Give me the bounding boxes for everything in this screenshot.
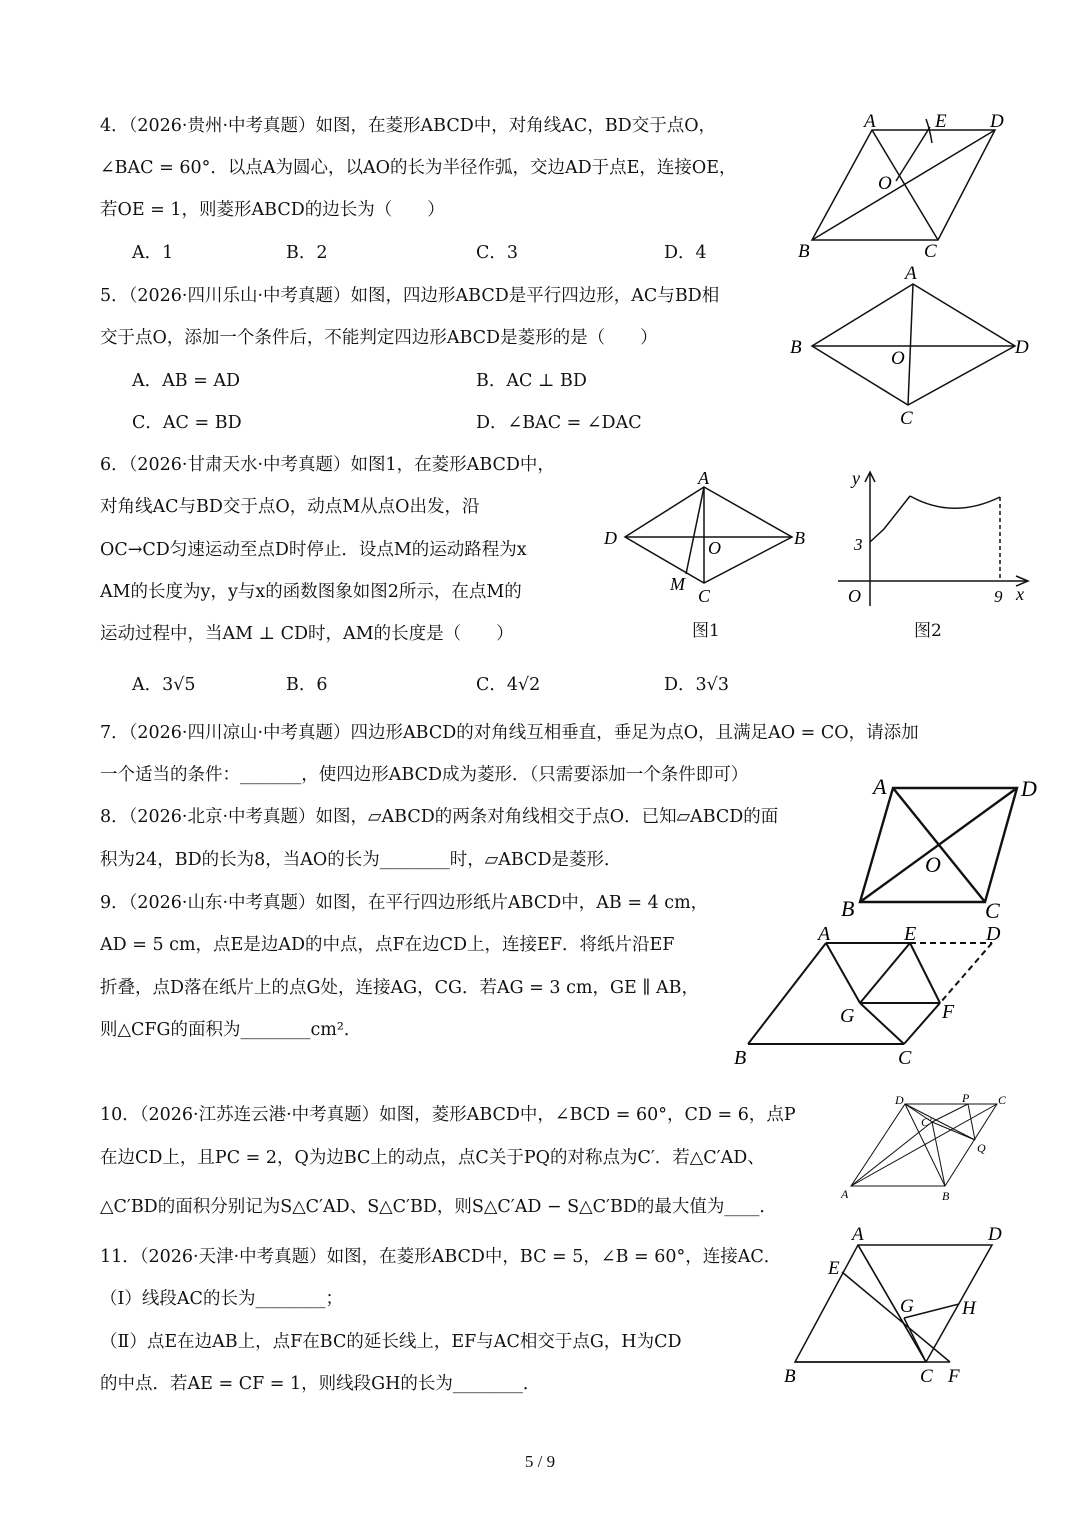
q6-line-3: OC→CD匀速运动至点D时停止．设点M的运动路程为x [100,540,527,560]
q8-figure [835,770,1055,925]
q6-figure-1 [598,462,818,612]
q10-line-1: 10．（2026·江苏连云港·中考真题）如图，菱形ABCD中，∠BCD = 60°，CD = 6，点P [100,1105,796,1125]
q7-line-2: 一个适当的条件：_______，使四边形ABCD成为菱形．（只需要添加一个条件即可） [100,765,749,785]
q10-label-p: P [962,1091,970,1105]
q11-label-f: F [948,1366,960,1387]
q4-line-3: 若OE = 1，则菱形ABCD的边长为（ ） [100,200,445,220]
q4-line-2: ∠BAC = 60°．以点A为圆心，以AO的长为半径作弧，交边AD于点E，连接OE， [100,158,737,178]
q4-option-d: D．4 [664,243,707,263]
q6-fig2-caption: 图2 [914,621,942,641]
q6-fig2-label-y: y [852,468,860,488]
q9-line-2: AD = 5 cm，点E是边AD的中点，点F在边CD上，连接EF．将纸片沿EF [100,935,675,955]
q4-label-e: E [935,111,947,132]
q8-label-d: D [1021,776,1037,801]
q8-line-1: 8．（2026·北京·中考真题）如图，▱ABCD的两条对角线相交于点O．已知▱ABCD的面 [100,807,779,827]
q6-option-d: D．3√3 [664,675,729,695]
q10-label-c: C [998,1093,1007,1107]
q9-figure [730,918,1030,1070]
q11-label-g: G [900,1296,914,1317]
q4-label-c: C [924,241,937,262]
q6-line-1: 6．（2026·甘肃天水·中考真题）如图1，在菱形ABCD中， [100,455,555,475]
q4-figure [790,105,1030,265]
q9-line-4: 则△CFG的面积为________cm²． [100,1020,362,1040]
q9-line-3: 折叠，点D落在纸片上的点G处，连接AG，CG．若AG = 3 cm，GE ∥ AB， [100,978,699,998]
q9-line-1: 9．（2026·山东·中考真题）如图，在平行四边形纸片ABCD中，AB = 4 cm， [100,893,709,913]
q8-label-b: B [841,896,855,921]
q6-fig2-tick-3: 3 [854,535,863,554]
q11-line-3: （Ⅱ）点E在边AB上，点F在BC的延长线上，EF与AC相交于点G，H为CD [100,1332,682,1352]
q9-label-f: F [942,1001,955,1023]
q5-option-b: B．AC ⊥ BD [476,371,587,391]
q6-fig1-label-c: C [698,586,711,606]
q6-option-c: C．4√2 [476,675,541,695]
q5-option-a: A．AB = AD [132,371,241,391]
q5-label-o: O [891,348,905,369]
q8-line-2: 积为24，BD的长为8，当AO的长为________时，▱ABCD是菱形． [100,850,622,870]
q5-label-c: C [900,408,913,429]
q5-option-d: D．∠BAC = ∠DAC [476,413,642,433]
q11-label-a: A [852,1224,864,1245]
q11-line-4: 的中点．若AE = CF = 1，则线段GH的长为________． [100,1374,541,1394]
q11-label-b: B [784,1366,796,1387]
q4-line-1: 4．（2026·贵州·中考真题）如图，在菱形ABCD中，对角线AC，BD交于点O， [100,116,717,136]
q5-option-c: C．AC = BD [132,413,242,433]
q9-label-e: E [904,923,917,945]
q10-label-q: Q [977,1141,986,1155]
q8-label-c: C [985,898,1000,923]
q4-label-o: O [878,173,892,194]
q11-label-h: H [962,1298,976,1319]
q10-figure [835,1090,1040,1208]
q5-label-a: A [905,263,917,284]
q6-fig1-caption: 图1 [692,621,720,641]
q10-line-3: △C′BD的面积分别记为S△C′AD、S△C′BD，则S△C′AD − S△C′BD的最大值为____． [100,1197,777,1217]
q6-line-5: 运动过程中，当AM ⊥ CD时，AM的长度是（ ） [100,624,514,644]
q4-label-a: A [864,111,876,132]
q9-label-d: D [986,923,1001,945]
q6-figure-2 [838,462,1038,612]
q4-label-d: D [990,111,1004,132]
q6-option-b: B．6 [286,675,328,695]
q9-label-b: B [734,1047,747,1069]
q6-fig1-label-a: A [698,468,709,488]
q6-fig1-label-m: M [670,574,685,594]
q6-fig1-label-b: B [794,528,805,548]
q10-label-d: D [895,1093,904,1107]
q8-label-a: A [873,774,887,799]
q4-option-a: A．1 [132,243,174,263]
q6-fig1-label-d: D [604,528,617,548]
q11-figure [780,1220,1030,1390]
q11-label-c: C [920,1366,933,1387]
q11-label-d: D [988,1224,1002,1245]
q5-line-1: 5．（2026·四川乐山·中考真题）如图，四边形ABCD是平行四边形，AC与BD相 [100,286,720,306]
q6-fig2-label-o: O [848,586,861,606]
q10-label-a: A [841,1187,849,1201]
q6-fig2-tick-9: 9 [994,587,1003,606]
q6-option-a: A．3√5 [132,675,196,695]
q7-line-1: 7．（2026·四川凉山·中考真题）四边形ABCD的对角线互相垂直，垂足为点O，且满足AO = CO，请添加 [100,723,919,743]
q4-option-b: B．2 [286,243,328,263]
q5-line-2: 交于点O，添加一个条件后，不能判定四边形ABCD是菱形的是（ ） [100,328,658,348]
q9-label-c: C [898,1047,912,1069]
q6-line-2: 对角线AC与BD交于点O，动点M从点O出发，沿 [100,497,480,517]
q6-fig2-label-x: x [1016,584,1024,604]
q10-line-2: 在边CD上，且PC = 2，Q为边BC上的动点，点C关于PQ的对称点为C′．若△C′AD、 [100,1148,765,1168]
q5-label-b: B [790,337,802,358]
q6-line-4: AM的长度为y，y与x的函数图象如图2所示，在点M的 [100,582,522,602]
q10-label-c-prime: C′ [921,1115,932,1129]
q5-label-d: D [1015,337,1029,358]
page-number: 5 / 9 [524,1452,556,1471]
q5-figure [785,262,1040,432]
q11-line-1: 11．（2026·天津·中考真题）如图，在菱形ABCD中，BC = 5，∠B = 60°，连接AC． [100,1247,782,1267]
q9-label-a: A [818,923,831,945]
q8-label-o: O [925,852,941,877]
q11-label-e: E [828,1258,840,1279]
q9-label-g: G [840,1005,855,1027]
q4-label-b: B [798,241,810,262]
q10-label-b: B [942,1189,950,1203]
q6-fig1-label-o: O [708,538,721,558]
q11-line-2: （Ⅰ）线段AC的长为________； [100,1289,343,1309]
q4-option-c: C．3 [476,243,519,263]
